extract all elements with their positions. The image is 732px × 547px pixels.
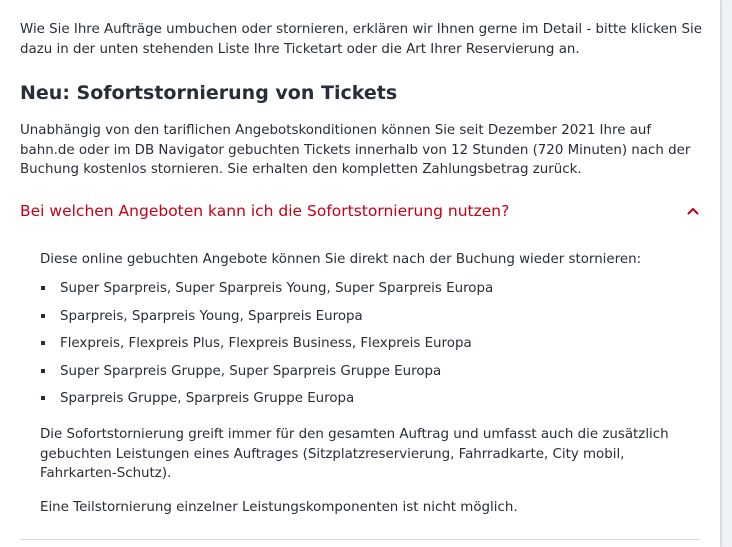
- divider: [20, 539, 700, 540]
- section-heading: Neu: Sofortstornierung von Tickets: [20, 82, 398, 104]
- offer-text: Super Sparpreis, Super Sparpreis Young, Super Sparpreis Europa: [60, 281, 494, 296]
- offer-text: Flexpreis, Flexpreis Plus, Flexpreis Business, Flexpreis Europa: [60, 336, 472, 351]
- panel-note-text: Die Sofortstornierung greift immer für den gesamten Auftrag und umfasst auch die zusätzlich gebuchten Leistungen eines Auftrages (Sitzplatzreservierung, Fahrradkarte, City mobil, Fahrkarten-Schutz).: [40, 427, 669, 481]
- bullet-icon: [41, 286, 45, 290]
- section-paragraph: Unabhängig von den tariflichen Angebotskonditionen können Sie seit Dezember 2021 Ihre auf bahn.de oder im DB Navigator gebuchten Tickets innerhalb von 12 Stunden (720 Minuten) nach der Buchung kostenlos stornieren. Sie erhalten den kompletten Zahlungsbetrag zurück.: [20, 123, 691, 177]
- bullet-icon: [41, 396, 45, 400]
- list-item: [40, 389, 700, 417]
- offer-text: Super Sparpreis Gruppe, Super Sparpreis Gruppe Europa: [60, 363, 442, 379]
- chevron-up-icon[interactable]: [686, 204, 700, 218]
- list-item: [40, 334, 700, 362]
- offer-text: Sparpreis, Sparpreis Young, Sparpreis Europa: [60, 308, 363, 324]
- intro-text: Wie Sie Ihre Aufträge umbuchen oder stornieren, erklären wir Ihnen gerne im Detail - bitte klicken Sie dazu in der unten stehenden Liste Ihre Ticketart oder die Art Ihrer Reservierung an.: [20, 22, 702, 57]
- accordion-title[interactable]: Bei welchen Angeboten kann ich die Sofortstornierung nutzen?: [20, 202, 510, 220]
- bullet-icon: [41, 369, 45, 373]
- bullet-icon: [41, 341, 45, 345]
- panel-final-text: Eine Teilstornierung einzelner Leistungskomponenten ist nicht möglich.: [40, 500, 518, 515]
- panel-lead-text: Diese online gebuchten Angebote können Sie direkt nach der Buchung wieder stornieren:: [40, 252, 642, 267]
- list-item: [40, 279, 700, 307]
- offer-list: [40, 279, 700, 417]
- offer-text: Sparpreis Gruppe, Sparpreis Gruppe Europa: [60, 391, 355, 406]
- bullet-icon: [41, 314, 45, 318]
- list-item: [40, 307, 700, 335]
- list-item: [40, 362, 700, 390]
- accordion-header-sofortstornierung[interactable]: [20, 197, 700, 225]
